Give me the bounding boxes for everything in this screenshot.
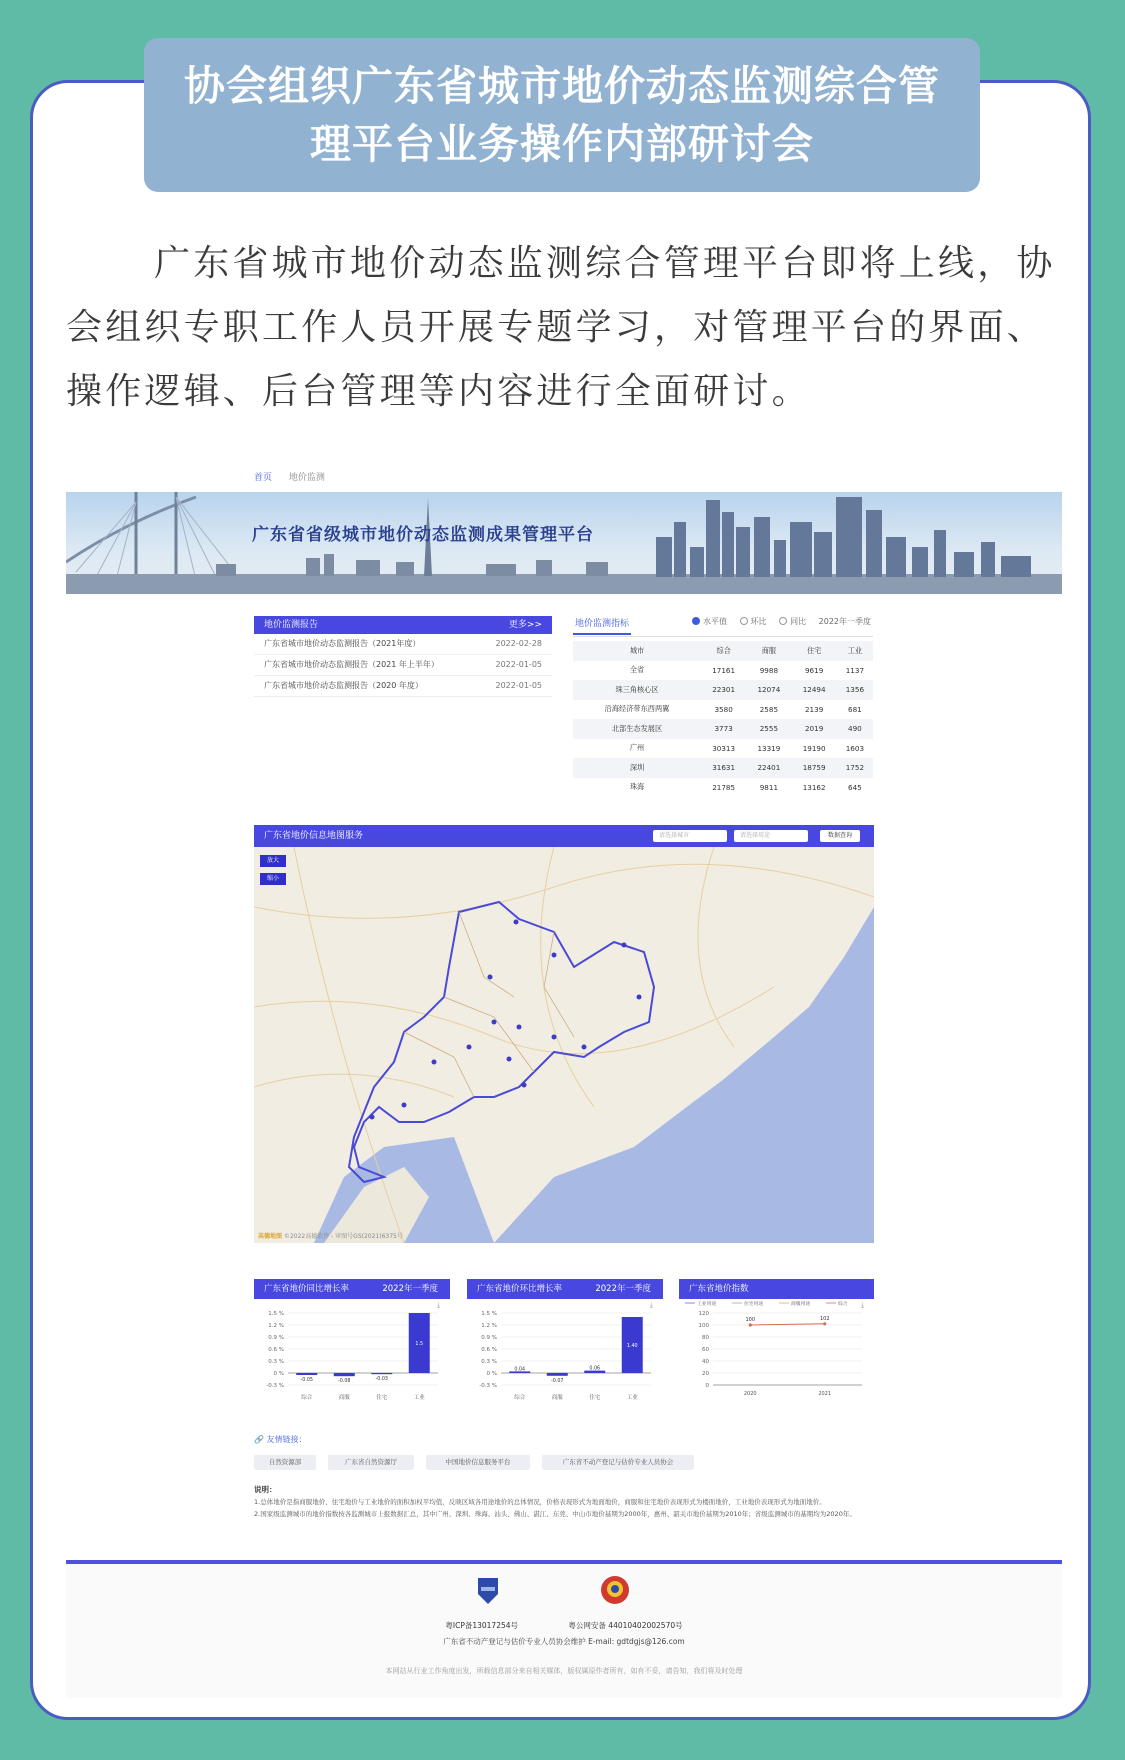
links-section-title (254, 1434, 307, 1445)
series-point (749, 1323, 752, 1326)
x-tick-label: 住宅 (589, 1395, 601, 1401)
tab-index[interactable]: 地价监测指标 (573, 616, 631, 635)
table-cell: 珠海 (629, 782, 645, 792)
x-tick-label: 综合 (301, 1395, 313, 1401)
links-title-text: 友情链接： (266, 1435, 307, 1444)
chart-bar (547, 1373, 568, 1376)
chart-period: 2022年一季度 (595, 1284, 651, 1294)
table-cell: 22301 (701, 680, 746, 700)
table-header-cell: 综合 (701, 641, 746, 661)
table-cell: 31631 (701, 758, 746, 778)
bar-data-label: -0.08 (338, 1379, 351, 1385)
table-cell: 12494 (792, 680, 837, 700)
index-table (573, 641, 873, 797)
map-logo: 高德地图 (258, 1233, 283, 1240)
table-row (573, 719, 873, 739)
report-panel (254, 616, 552, 697)
zoom-out-button[interactable]: 缩小 (260, 873, 286, 885)
y-tick-label: 100 (698, 1323, 709, 1329)
download-icon: ⤓ (649, 1301, 653, 1309)
chart-period: 2022年一季度 (382, 1284, 438, 1294)
table-cell: 广州 (629, 743, 645, 753)
link-button[interactable]: 广东省自然资源厅 (328, 1455, 414, 1470)
bar-data-label: -0.03 (375, 1377, 388, 1383)
map-copyright (258, 1231, 403, 1240)
radio-mom[interactable] (740, 617, 767, 626)
table-cell: 深圳 (573, 758, 701, 778)
bar-data-label: -0.07 (551, 1378, 564, 1384)
y-tick-label: 20 (702, 1371, 709, 1377)
map-marker[interactable] (522, 1083, 527, 1088)
map-marker[interactable] (492, 1020, 497, 1025)
radio-dot-icon (740, 617, 748, 625)
query-button[interactable]: 数据查询 (820, 830, 860, 842)
y-tick-label: 120 (698, 1311, 709, 1317)
legend-label: 综合 (838, 1302, 848, 1307)
index-panel (573, 616, 873, 797)
link-button[interactable]: 自然资源部 (254, 1455, 316, 1470)
breadcrumb-home[interactable]: 首页 (254, 473, 273, 483)
y-tick-label: 0 % (486, 1371, 497, 1377)
x-tick-label: 工业 (626, 1395, 638, 1401)
y-tick-label: 0.9 % (268, 1335, 284, 1341)
notes-title: 说明： (254, 1485, 277, 1494)
table-row (573, 700, 873, 720)
article-title-line1: 协会组织广东省城市地价动态监测综合管 (184, 62, 940, 110)
radio-label: 环比 (750, 617, 767, 626)
table-cell: 1356 (837, 680, 873, 700)
index-chart-panel (679, 1279, 874, 1411)
point-data-label: 100 (745, 1317, 756, 1323)
article-title (144, 38, 980, 192)
x-tick-label: 工业 (413, 1395, 425, 1401)
report-item-date: 2022-01-05 (495, 660, 542, 669)
chart-header (679, 1279, 874, 1299)
table-cell: 9811 (759, 782, 779, 792)
map-marker[interactable] (637, 995, 642, 1000)
index-table-body (573, 661, 873, 798)
bar-data-label: 0.04 (514, 1367, 526, 1373)
y-tick-label: 0.9 % (481, 1335, 497, 1341)
badge-icon (476, 1576, 500, 1606)
x-tick-label: 住宅 (376, 1395, 388, 1401)
table-header-cell: 城市 (573, 641, 701, 661)
y-tick-label: 0.6 % (481, 1347, 497, 1353)
table-cell: 3580 (714, 704, 733, 714)
report-more-link[interactable]: 更多>> (508, 620, 542, 630)
report-item[interactable] (254, 676, 552, 697)
radio-yoy[interactable] (779, 617, 806, 626)
chart-title: 广东省地价指数 (689, 1284, 749, 1294)
breadcrumb-current: 地价监测 (288, 473, 325, 483)
link-icon: 🔗 (254, 1435, 264, 1444)
y-tick-label: 0 % (273, 1371, 284, 1377)
bar-data-label: 1.5 (415, 1342, 424, 1347)
map-view[interactable] (254, 847, 874, 1243)
table-cell: 681 (848, 704, 862, 714)
police-number[interactable]: 粤公网安备 44010402002570号 (568, 1621, 683, 1630)
y-tick-label: 0 (705, 1383, 709, 1389)
zoom-in-button[interactable]: 放大 (260, 855, 286, 867)
article-title-line2: 理平台业务操作内部研讨会 (310, 120, 814, 168)
table-cell: 1137 (845, 665, 865, 675)
y-tick-label: 1.2 % (481, 1323, 497, 1329)
map-marker[interactable] (552, 953, 557, 958)
table-cell: 13319 (757, 743, 781, 753)
legend-label: 住宅用途 (744, 1302, 764, 1307)
table-cell: 全省 (629, 665, 645, 675)
map-copyright-text: ©2022高德软件 - 审图号GS(2021)6375号 (283, 1233, 403, 1240)
table-cell: 2555 (746, 719, 791, 739)
table-cell: 645 (848, 782, 862, 792)
radio-label: 水平值 (703, 617, 727, 626)
table-cell: 18759 (792, 758, 837, 778)
chart-header (254, 1279, 450, 1299)
map-marker[interactable] (582, 1045, 587, 1050)
table-header-cell: 商服 (746, 641, 791, 661)
report-item-date: 2022-01-05 (495, 681, 542, 690)
y-tick-label: 0.3 % (268, 1359, 284, 1365)
download-icon: ⤓ (860, 1301, 864, 1309)
table-row (573, 661, 873, 681)
map-marker[interactable] (488, 975, 493, 980)
platform-title: 广东省省级城市地价动态监测成果管理平台 (252, 525, 594, 545)
chart-bar (371, 1373, 392, 1374)
platform-banner (66, 492, 1062, 594)
report-item-date: 2022-02-28 (495, 639, 542, 648)
map-marker[interactable] (552, 1035, 557, 1040)
platform-screenshot (66, 464, 1062, 1694)
guangdong-map (254, 847, 874, 1243)
map-marker[interactable] (402, 1103, 407, 1108)
yoy-bar-chart (254, 1299, 450, 1411)
footer-maintainer: 广东省不动产登记与估价专业人员协会维护 E-mail: gdtdgjs@126.com (443, 1637, 685, 1646)
article-paragraph-text: 广东省城市地价动态监测综合管理平台即将上线，协会组织专职工作人员开展专题学习，对管理平台的界面、操作逻辑、后台管理等内容进行全面研讨。 (66, 243, 1056, 412)
mom-bar-chart (467, 1299, 663, 1411)
footer (66, 1560, 1062, 1698)
mom-chart-panel (467, 1279, 663, 1411)
map-marker[interactable] (467, 1045, 472, 1050)
report-item-title[interactable]: 广东省城市地价动态监测报告（2021年度） (264, 639, 421, 648)
y-tick-label: 1.2 % (268, 1323, 284, 1329)
table-cell: 30313 (712, 743, 736, 753)
map-marker[interactable] (622, 943, 627, 948)
index-line-chart (679, 1299, 874, 1411)
radio-dot-icon (779, 617, 787, 625)
period-select[interactable]: 2022年一季度 (818, 617, 871, 626)
y-tick-label: 40 (702, 1359, 709, 1365)
table-cell: 2139 (804, 704, 824, 714)
table-cell: 21785 (712, 782, 736, 792)
link-button[interactable]: 中国地价信息服务平台 (426, 1455, 530, 1470)
police-emblem-icon (599, 1574, 631, 1606)
notes-line: 1.总体地价是指商服地价、住宅地价与工业地价的面积加权平均值，反映区域各用途地价的总体情况，价格表现形式为地面地价，商服和住宅地价表现形式为楼面地价，工业地价表现形式为地面地价。 (254, 1498, 826, 1506)
table-row (573, 758, 873, 778)
y-tick-label: -0.3 % (266, 1383, 284, 1389)
table-cell: 9619 (804, 665, 824, 675)
table-row (573, 739, 873, 759)
table-row (573, 778, 873, 798)
notes-line: 2.国家级监测城市的地价指数按各监测城市上报数据汇总，其中广州、深圳、珠海、汕头、佛山、湛江、东莞、中山市地价基期为2000年，惠州、韶关市地价基期为2010年；省级监测城市的基期均为2020年。 (254, 1510, 856, 1518)
table-cell: 1752 (837, 758, 873, 778)
chart-bar (334, 1373, 355, 1376)
yoy-chart-panel (254, 1279, 450, 1411)
report-panel-header (254, 616, 552, 634)
breadcrumb (254, 470, 325, 483)
chart-title: 广东省地价环比增长率 (477, 1284, 563, 1294)
icp-number[interactable]: 粤ICP备13017254号 (445, 1621, 519, 1630)
radio-level[interactable] (692, 617, 727, 626)
y-tick-label: 0.6 % (268, 1347, 284, 1353)
report-item[interactable] (254, 634, 552, 655)
bar-data-label: -0.05 (300, 1378, 313, 1383)
legend-label: 商服用途 (791, 1302, 811, 1307)
map-marker[interactable] (517, 1025, 522, 1030)
bar-data-label: 1.40 (626, 1344, 638, 1349)
chart-bar (296, 1373, 317, 1375)
table-cell: 490 (837, 719, 873, 739)
y-tick-label: -0.3 % (479, 1383, 497, 1389)
table-cell: 17161 (712, 665, 736, 675)
index-tabs (573, 616, 873, 637)
y-tick-label: 60 (702, 1347, 709, 1353)
map-panel-title: 广东省地价信息地图服务 (264, 831, 364, 841)
link-button[interactable]: 广东省不动产登记与估价专业人员协会 (542, 1455, 694, 1470)
table-cell: 北部生态发展区 (573, 719, 701, 739)
table-cell: 22401 (746, 758, 791, 778)
legend-label: 工业用途 (697, 1302, 717, 1307)
x-tick-label: 商服 (338, 1395, 350, 1401)
y-tick-label: 1.5 % (268, 1311, 284, 1317)
x-tick-label: 商服 (551, 1395, 563, 1401)
table-cell: 13162 (802, 782, 826, 792)
report-item-title[interactable]: 广东省城市地价动态监测报告（2020 年度） (264, 681, 423, 690)
radio-label: 同比 (790, 617, 807, 626)
table-cell: 珠三角核心区 (573, 680, 701, 700)
report-panel-title: 地价监测报告 (264, 620, 319, 630)
table-cell: 1603 (845, 743, 865, 753)
download-icon: ⤓ (436, 1301, 440, 1309)
point-data-label: 102 (819, 1315, 830, 1322)
chart-title: 广东省地价同比增长率 (264, 1284, 350, 1294)
map-marker[interactable] (432, 1060, 437, 1065)
bar-data-label: 0.06 (589, 1366, 601, 1372)
footer-disclaimer: 本网站从行业工作角度出发，所载信息部分来自相关媒体，版权属原作者所有，如有不妥，请告知，我们将及时处理 (385, 1667, 743, 1675)
table-cell: 2019 (792, 719, 837, 739)
table-header-cell: 住宅 (792, 641, 837, 661)
table-cell: 9988 (759, 665, 779, 675)
y-tick-label: 80 (702, 1335, 709, 1341)
footer-registration (66, 1620, 1062, 1631)
index-options (682, 616, 871, 627)
table-cell: 12074 (746, 680, 791, 700)
usage-select[interactable]: 请选择用途 (734, 830, 808, 842)
x-tick-label: 2021 (818, 1391, 832, 1397)
table-cell: 19190 (802, 743, 826, 753)
index-table-header (573, 641, 873, 661)
table-row (573, 680, 873, 700)
table-cell: 2585 (759, 704, 779, 714)
city-select[interactable]: 请选择城市 (653, 830, 727, 842)
table-header-cell: 工业 (837, 641, 873, 661)
y-tick-label: 1.5 % (481, 1311, 497, 1317)
report-item[interactable] (254, 655, 552, 676)
y-tick-label: 0.3 % (481, 1359, 497, 1365)
map-panel-header (254, 825, 874, 847)
map-marker[interactable] (370, 1115, 375, 1120)
map-panel (254, 825, 874, 1243)
notes-section (254, 1484, 874, 1520)
series-point (823, 1322, 826, 1325)
table-cell: 沿海经济带东西两翼 (604, 704, 670, 714)
x-tick-label: 2020 (743, 1391, 757, 1397)
map-marker[interactable] (507, 1057, 512, 1062)
map-marker[interactable] (514, 920, 519, 925)
table-cell: 3773 (701, 719, 746, 739)
report-item-title[interactable]: 广东省城市地价动态监测报告（2021 年上半年） (264, 660, 439, 669)
x-tick-label: 综合 (514, 1395, 526, 1401)
chart-header (467, 1279, 663, 1299)
radio-dot-icon (692, 617, 700, 625)
article-paragraph (66, 232, 1066, 424)
